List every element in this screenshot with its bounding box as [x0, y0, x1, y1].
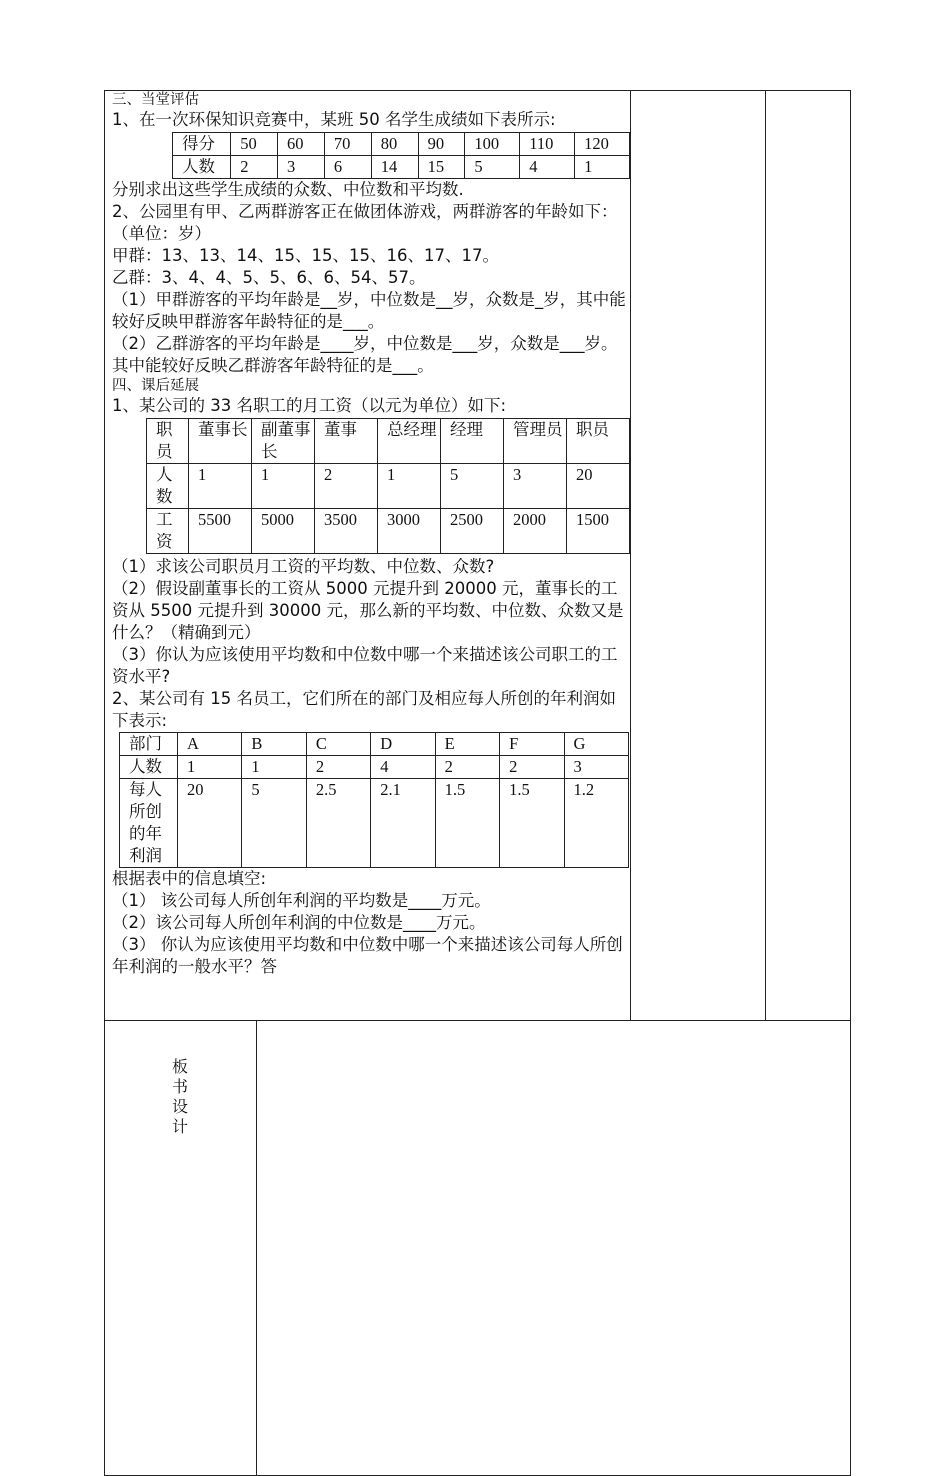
table-cell: 2 — [435, 756, 499, 779]
table-cell: 经理 — [441, 419, 504, 464]
s4-q2-fill1: （1） 该公司每人所创年利润的平均数是____万元。 — [112, 891, 491, 910]
s3-q2-sub1: （1）甲群游客的平均年龄是__岁，中位数是__岁，众数是_岁，其中能较好反映甲群游客年龄特征的是___。 — [112, 290, 626, 331]
table-cell: 2 — [500, 756, 564, 779]
row-header-cell: 职员 — [147, 419, 189, 464]
table-cell: F — [500, 733, 564, 756]
table-cell: 1 — [177, 756, 241, 779]
table-row — [147, 419, 630, 464]
table-cell: 20 — [567, 464, 630, 509]
row-header-cell: 得分 — [173, 133, 231, 156]
s4-q1-intro: 1、某公司的 33 名职工的月工资（以元为单位）如下: — [112, 396, 507, 415]
table-cell: 2.5 — [306, 779, 370, 868]
section-4-heading: 四、课后延展 — [112, 378, 199, 394]
table-cell: 2 — [306, 756, 370, 779]
s4-q2-intro: 2、某公司有 15 名员工，它们所在的部门及相应每人所创的年利润如下表示: — [112, 689, 616, 730]
table-row — [173, 156, 630, 179]
profit-table — [119, 732, 629, 868]
column-divider — [765, 90, 766, 1020]
s4-q2-fill2: （2）该公司每人所创年利润的中位数是____万元。 — [112, 913, 486, 932]
table-cell: 2.1 — [371, 779, 435, 868]
table-cell: B — [242, 733, 306, 756]
table-cell: 4 — [520, 156, 575, 179]
table-cell: 1 — [242, 756, 306, 779]
table-cell: 2000 — [504, 509, 567, 554]
table-cell: 5 — [465, 156, 520, 179]
row-header-cell: 人数 — [147, 464, 189, 509]
table-cell: 60 — [278, 133, 325, 156]
table-cell: C — [306, 733, 370, 756]
table-cell: 5 — [441, 464, 504, 509]
score-table — [172, 132, 630, 179]
table-cell: 1.2 — [564, 779, 628, 868]
row-header-cell: 每人所创的年利润 — [120, 779, 178, 868]
table-cell: 董事 — [315, 419, 378, 464]
table-cell: 3500 — [315, 509, 378, 554]
s4-q2-fill-heading: 根据表中的信息填空: — [112, 869, 267, 888]
row-header-cell: 人数 — [173, 156, 231, 179]
table-cell: 90 — [418, 133, 465, 156]
table-cell: 3 — [504, 464, 567, 509]
table-row — [120, 779, 629, 868]
table-cell: 1500 — [567, 509, 630, 554]
table-cell: 5000 — [252, 509, 315, 554]
table-cell: 副董事长 — [252, 419, 315, 464]
table-cell: 50 — [231, 133, 278, 156]
section-3-heading: 三、当堂评估 — [112, 92, 199, 108]
table-cell: 120 — [575, 133, 630, 156]
table-row — [147, 509, 630, 554]
table-cell: 110 — [520, 133, 575, 156]
table-cell: 70 — [324, 133, 371, 156]
s4-q1-sub3: （3）你认为应该使用平均数和中位数中哪一个来描述该公司职工的工资水平? — [112, 645, 618, 686]
table-row — [147, 464, 630, 509]
table-cell: 3 — [278, 156, 325, 179]
row-header-cell: 工资 — [147, 509, 189, 554]
table-cell: 管理员 — [504, 419, 567, 464]
table-cell: 20 — [177, 779, 241, 868]
table-cell: 80 — [371, 133, 418, 156]
table-row — [120, 733, 629, 756]
table-cell: 董事长 — [189, 419, 252, 464]
salary-table — [146, 418, 630, 554]
table-cell: A — [177, 733, 241, 756]
s3-q2-sub2: （2）乙群游客的平均年龄是____岁，中位数是___岁，众数是___岁。其中能较好反映乙群游客年龄特征的是___。 — [112, 334, 618, 375]
table-cell: 2 — [231, 156, 278, 179]
s3-q2-intro: 2、公园里有甲、乙两群游客正在做团体游戏，两群游客的年龄如下：（单位：岁） — [112, 202, 618, 243]
table-cell: D — [371, 733, 435, 756]
column-divider — [630, 90, 631, 1020]
table-cell: 2500 — [441, 509, 504, 554]
row-header-cell: 人数 — [120, 756, 178, 779]
table-cell: 职员 — [567, 419, 630, 464]
table-cell: 2 — [315, 464, 378, 509]
table-cell: 1 — [378, 464, 441, 509]
row-header-cell: 部门 — [120, 733, 178, 756]
table-cell: 6 — [324, 156, 371, 179]
table-cell: E — [435, 733, 499, 756]
row-divider — [104, 1020, 851, 1021]
board-design-label: 板书设计 — [171, 1057, 188, 1136]
s4-q2-fill3: （3） 你认为应该使用平均数和中位数中哪一个来描述该公司每人所创年利润的一般水平？答 — [112, 935, 623, 976]
board-column-divider — [256, 1020, 257, 1476]
table-cell: 1 — [189, 464, 252, 509]
table-cell: 14 — [371, 156, 418, 179]
table-cell: 1 — [575, 156, 630, 179]
table-cell: 1.5 — [435, 779, 499, 868]
table-row — [120, 756, 629, 779]
s3-q1-intro: 1、在一次环保知识竞赛中，某班 50 名学生成绩如下表所示: — [112, 110, 556, 129]
table-cell: 3 — [564, 756, 628, 779]
s3-q1-after: 分别求出这些学生成绩的众数、中位数和平均数. — [112, 180, 464, 199]
table-cell: 15 — [418, 156, 465, 179]
table-row — [173, 133, 630, 156]
table-cell: 3000 — [378, 509, 441, 554]
s4-q1-sub1: （1）求该公司职员月工资的平均数、中位数、众数? — [112, 557, 495, 576]
table-cell: 4 — [371, 756, 435, 779]
table-cell: 1 — [252, 464, 315, 509]
table-cell: G — [564, 733, 628, 756]
s4-q1-sub2: （2）假设副董事长的工资从 5000 元提升到 20000 元，董事长的工资从 5500 元提升到 30000 元，那么新的平均数、中位数、众数又是什么？（精确到元） — [112, 579, 624, 642]
table-cell: 5 — [242, 779, 306, 868]
table-cell: 1.5 — [500, 779, 564, 868]
table-cell: 总经理 — [378, 419, 441, 464]
table-cell: 100 — [465, 133, 520, 156]
table-cell: 5500 — [189, 509, 252, 554]
s3-q2-group-b: 乙群：3、4、4、5、5、6、6、54、57。 — [112, 268, 426, 287]
s3-q2-group-a: 甲群：13、13、14、15、15、15、16、17、17。 — [112, 246, 499, 265]
main-content-cell — [112, 91, 627, 978]
